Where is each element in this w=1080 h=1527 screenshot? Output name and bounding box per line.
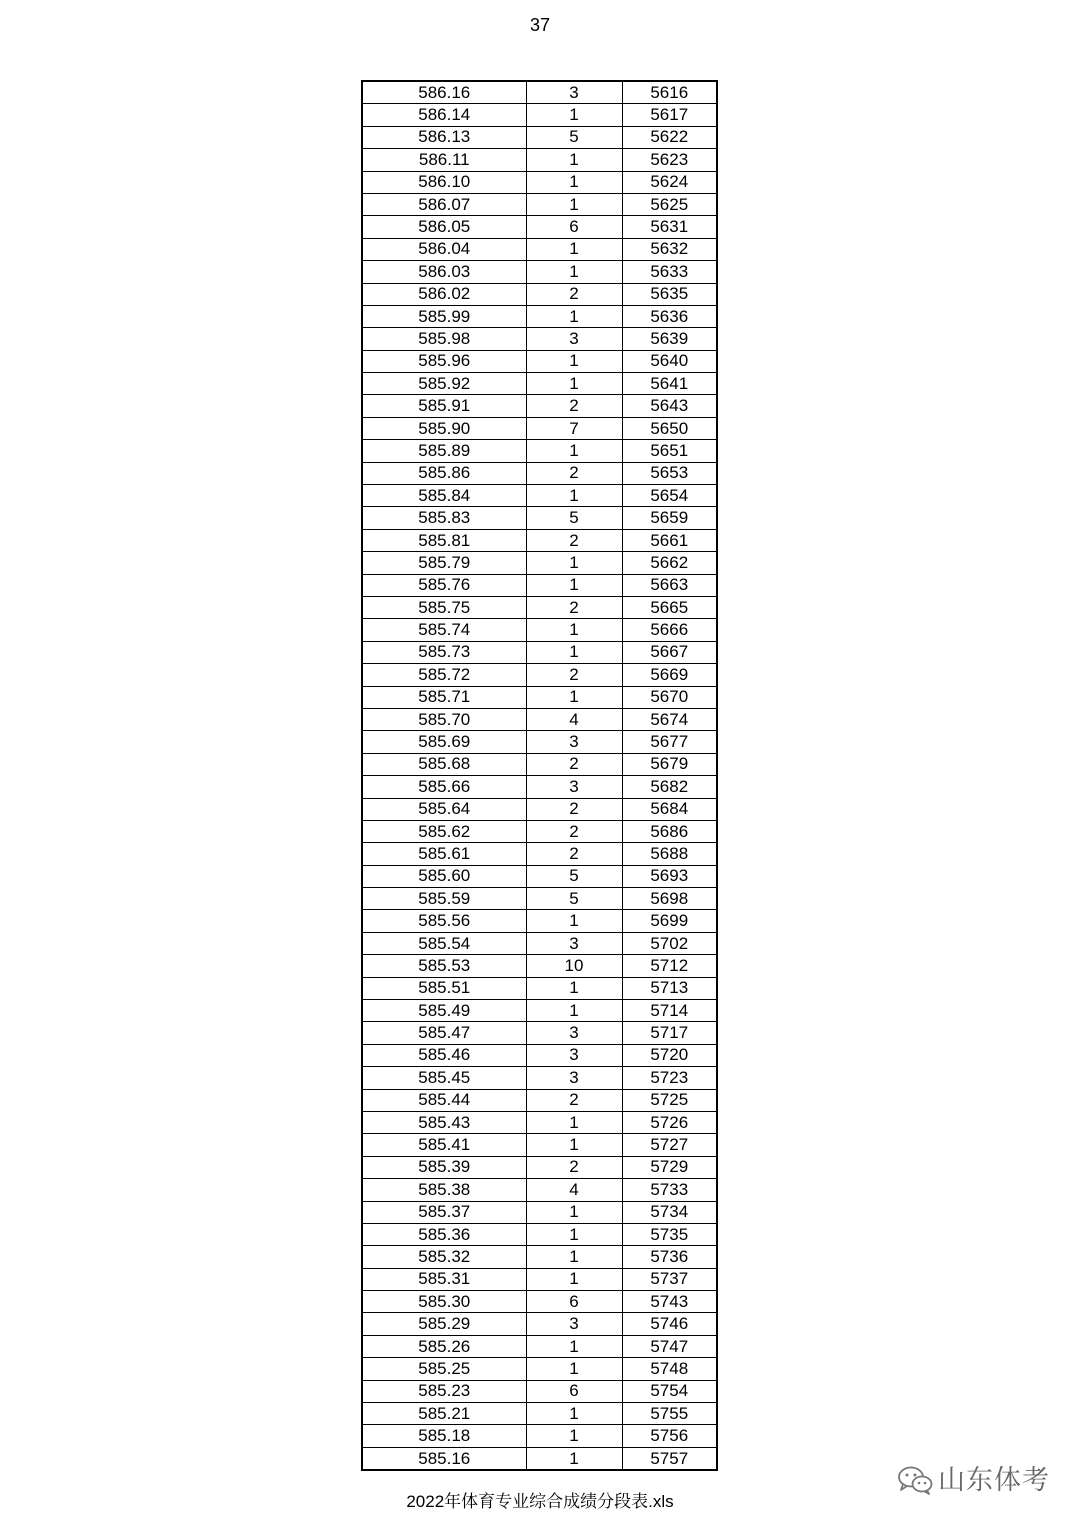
score-cell: 585.84	[362, 485, 526, 507]
count-cell: 10	[526, 955, 622, 977]
score-cell: 585.56	[362, 910, 526, 932]
score-cell: 585.54	[362, 932, 526, 954]
count-cell: 6	[526, 1291, 622, 1313]
count-cell: 3	[526, 1067, 622, 1089]
cumulative-cell: 5743	[622, 1291, 717, 1313]
score-cell: 585.47	[362, 1022, 526, 1044]
cumulative-cell: 5714	[622, 1000, 717, 1022]
table-row	[362, 686, 717, 708]
count-cell: 1	[526, 1447, 622, 1470]
table-row	[362, 462, 717, 484]
table-row	[362, 1335, 717, 1357]
cumulative-cell: 5670	[622, 686, 717, 708]
score-cell: 586.03	[362, 261, 526, 283]
score-cell: 585.51	[362, 977, 526, 999]
table-row	[362, 149, 717, 171]
score-cell: 585.64	[362, 798, 526, 820]
cumulative-cell: 5755	[622, 1403, 717, 1425]
count-cell: 2	[526, 820, 622, 842]
score-cell: 585.37	[362, 1201, 526, 1223]
cumulative-cell: 5684	[622, 798, 717, 820]
score-cell: 586.04	[362, 238, 526, 260]
table-row	[362, 1089, 717, 1111]
cumulative-cell: 5679	[622, 753, 717, 775]
cumulative-cell: 5666	[622, 619, 717, 641]
table-row	[362, 1223, 717, 1245]
score-cell: 585.26	[362, 1335, 526, 1357]
table-row	[362, 1313, 717, 1335]
count-cell: 2	[526, 462, 622, 484]
cumulative-cell: 5737	[622, 1268, 717, 1290]
score-cell: 585.92	[362, 373, 526, 395]
count-cell: 5	[526, 507, 622, 529]
score-cell: 585.45	[362, 1067, 526, 1089]
count-cell: 3	[526, 776, 622, 798]
cumulative-cell: 5699	[622, 910, 717, 932]
table-row	[362, 1358, 717, 1380]
cumulative-cell: 5635	[622, 283, 717, 305]
cumulative-cell: 5723	[622, 1067, 717, 1089]
table-row	[362, 955, 717, 977]
cumulative-cell: 5757	[622, 1447, 717, 1470]
count-cell: 3	[526, 1044, 622, 1066]
score-cell: 585.90	[362, 417, 526, 439]
cumulative-cell: 5748	[622, 1358, 717, 1380]
cumulative-cell: 5663	[622, 574, 717, 596]
cumulative-cell: 5734	[622, 1201, 717, 1223]
score-cell: 585.44	[362, 1089, 526, 1111]
table-row	[362, 574, 717, 596]
cumulative-cell: 5653	[622, 462, 717, 484]
count-cell: 6	[526, 216, 622, 238]
table-row	[362, 1111, 717, 1133]
count-cell: 1	[526, 305, 622, 327]
cumulative-cell: 5720	[622, 1044, 717, 1066]
cumulative-cell: 5651	[622, 440, 717, 462]
score-distribution-table	[361, 80, 718, 1471]
cumulative-cell: 5636	[622, 305, 717, 327]
cumulative-cell: 5688	[622, 843, 717, 865]
cumulative-cell: 5669	[622, 664, 717, 686]
count-cell: 1	[526, 261, 622, 283]
watermark-text: 山东体考	[938, 1465, 1050, 1495]
table-row	[362, 81, 717, 104]
count-cell: 1	[526, 1425, 622, 1447]
count-cell: 2	[526, 1089, 622, 1111]
document-footer: 2022年体育专业综合成绩分段表.xls	[406, 1492, 674, 1511]
table-row	[362, 910, 717, 932]
score-cell: 585.70	[362, 708, 526, 730]
count-cell: 1	[526, 910, 622, 932]
table-row	[362, 664, 717, 686]
table-row	[362, 552, 717, 574]
cumulative-cell: 5698	[622, 888, 717, 910]
score-cell: 585.62	[362, 820, 526, 842]
cumulative-cell: 5654	[622, 485, 717, 507]
score-cell: 585.43	[362, 1111, 526, 1133]
count-cell: 2	[526, 596, 622, 618]
cumulative-cell: 5661	[622, 529, 717, 551]
count-cell: 5	[526, 888, 622, 910]
score-cell: 585.36	[362, 1223, 526, 1245]
score-cell: 585.21	[362, 1403, 526, 1425]
count-cell: 2	[526, 395, 622, 417]
table-row	[362, 1179, 717, 1201]
cumulative-cell: 5717	[622, 1022, 717, 1044]
cumulative-cell: 5686	[622, 820, 717, 842]
score-cell: 585.73	[362, 641, 526, 663]
table-row	[362, 977, 717, 999]
table-row	[362, 731, 717, 753]
count-cell: 1	[526, 485, 622, 507]
table-row	[362, 798, 717, 820]
cumulative-cell: 5726	[622, 1111, 717, 1133]
count-cell: 3	[526, 81, 622, 104]
table-row	[362, 1380, 717, 1402]
count-cell: 2	[526, 753, 622, 775]
table-row	[362, 1022, 717, 1044]
score-cell: 585.49	[362, 1000, 526, 1022]
table-row	[362, 1000, 717, 1022]
cumulative-cell: 5754	[622, 1380, 717, 1402]
score-cell: 585.53	[362, 955, 526, 977]
count-cell: 1	[526, 977, 622, 999]
count-cell: 1	[526, 1246, 622, 1268]
cumulative-cell: 5632	[622, 238, 717, 260]
count-cell: 1	[526, 238, 622, 260]
table-row	[362, 1134, 717, 1156]
score-cell: 586.11	[362, 149, 526, 171]
count-cell: 1	[526, 149, 622, 171]
score-cell: 585.83	[362, 507, 526, 529]
score-cell: 585.89	[362, 440, 526, 462]
score-cell: 585.29	[362, 1313, 526, 1335]
table-row	[362, 193, 717, 215]
table-body	[362, 81, 717, 1470]
score-cell: 586.07	[362, 193, 526, 215]
table-row	[362, 888, 717, 910]
cumulative-cell: 5665	[622, 596, 717, 618]
table-row	[362, 261, 717, 283]
score-cell: 585.76	[362, 574, 526, 596]
count-cell: 1	[526, 1111, 622, 1133]
count-cell: 1	[526, 1268, 622, 1290]
cumulative-cell: 5674	[622, 708, 717, 730]
score-cell: 585.18	[362, 1425, 526, 1447]
table-row	[362, 776, 717, 798]
table-row	[362, 1044, 717, 1066]
cumulative-cell: 5623	[622, 149, 717, 171]
table-row	[362, 126, 717, 148]
score-cell: 585.79	[362, 552, 526, 574]
score-cell: 585.69	[362, 731, 526, 753]
cumulative-cell: 5662	[622, 552, 717, 574]
table-row	[362, 865, 717, 887]
table-row	[362, 1425, 717, 1447]
cumulative-cell: 5702	[622, 932, 717, 954]
count-cell: 2	[526, 843, 622, 865]
score-cell: 585.32	[362, 1246, 526, 1268]
score-cell: 585.16	[362, 1447, 526, 1470]
count-cell: 1	[526, 552, 622, 574]
count-cell: 4	[526, 708, 622, 730]
table-row	[362, 171, 717, 193]
score-cell: 585.96	[362, 350, 526, 372]
count-cell: 2	[526, 664, 622, 686]
count-cell: 3	[526, 932, 622, 954]
cumulative-cell: 5633	[622, 261, 717, 283]
table-row	[362, 350, 717, 372]
cumulative-cell: 5713	[622, 977, 717, 999]
count-cell: 1	[526, 574, 622, 596]
count-cell: 1	[526, 171, 622, 193]
table-row	[362, 1156, 717, 1178]
count-cell: 1	[526, 686, 622, 708]
count-cell: 1	[526, 619, 622, 641]
table-row	[362, 104, 717, 126]
watermark	[896, 1462, 1050, 1498]
score-cell: 585.41	[362, 1134, 526, 1156]
score-cell: 586.02	[362, 283, 526, 305]
table-row	[362, 283, 717, 305]
table-row	[362, 843, 717, 865]
table-row	[362, 932, 717, 954]
cumulative-cell: 5727	[622, 1134, 717, 1156]
cumulative-cell: 5631	[622, 216, 717, 238]
table-row	[362, 440, 717, 462]
count-cell: 2	[526, 798, 622, 820]
cumulative-cell: 5667	[622, 641, 717, 663]
cumulative-cell: 5712	[622, 955, 717, 977]
count-cell: 1	[526, 440, 622, 462]
table-row	[362, 238, 717, 260]
score-cell: 585.46	[362, 1044, 526, 1066]
score-cell: 585.98	[362, 328, 526, 350]
count-cell: 1	[526, 1134, 622, 1156]
score-cell: 585.23	[362, 1380, 526, 1402]
cumulative-cell: 5650	[622, 417, 717, 439]
cumulative-cell: 5639	[622, 328, 717, 350]
table-row	[362, 1268, 717, 1290]
table-row	[362, 216, 717, 238]
score-cell: 585.38	[362, 1179, 526, 1201]
score-cell: 585.68	[362, 753, 526, 775]
score-cell: 586.10	[362, 171, 526, 193]
cumulative-cell: 5747	[622, 1335, 717, 1357]
score-cell: 585.59	[362, 888, 526, 910]
cumulative-cell: 5735	[622, 1223, 717, 1245]
score-cell: 585.61	[362, 843, 526, 865]
score-cell: 585.30	[362, 1291, 526, 1313]
table-row	[362, 1201, 717, 1223]
count-cell: 1	[526, 1000, 622, 1022]
score-cell: 585.71	[362, 686, 526, 708]
cumulative-cell: 5746	[622, 1313, 717, 1335]
table-row	[362, 305, 717, 327]
table-row	[362, 373, 717, 395]
score-cell: 585.60	[362, 865, 526, 887]
score-cell: 585.25	[362, 1358, 526, 1380]
cumulative-cell: 5677	[622, 731, 717, 753]
table-row	[362, 485, 717, 507]
count-cell: 1	[526, 1201, 622, 1223]
table-row	[362, 820, 717, 842]
count-cell: 4	[526, 1179, 622, 1201]
table-row	[362, 1067, 717, 1089]
cumulative-cell: 5616	[622, 81, 717, 104]
count-cell: 2	[526, 1156, 622, 1178]
table-row	[362, 641, 717, 663]
count-cell: 1	[526, 193, 622, 215]
count-cell: 3	[526, 731, 622, 753]
count-cell: 1	[526, 350, 622, 372]
count-cell: 1	[526, 104, 622, 126]
score-cell: 585.75	[362, 596, 526, 618]
cumulative-cell: 5622	[622, 126, 717, 148]
count-cell: 7	[526, 417, 622, 439]
table-row	[362, 596, 717, 618]
score-cell: 586.16	[362, 81, 526, 104]
table-row	[362, 1403, 717, 1425]
count-cell: 6	[526, 1380, 622, 1402]
count-cell: 1	[526, 1335, 622, 1357]
count-cell: 5	[526, 126, 622, 148]
table-row	[362, 753, 717, 775]
cumulative-cell: 5733	[622, 1179, 717, 1201]
count-cell: 1	[526, 1358, 622, 1380]
table-row	[362, 1246, 717, 1268]
cumulative-cell: 5643	[622, 395, 717, 417]
score-cell: 585.74	[362, 619, 526, 641]
score-cell: 585.81	[362, 529, 526, 551]
count-cell: 1	[526, 1403, 622, 1425]
cumulative-cell: 5729	[622, 1156, 717, 1178]
table-row	[362, 619, 717, 641]
wechat-icon	[896, 1465, 934, 1495]
score-cell: 585.72	[362, 664, 526, 686]
count-cell: 1	[526, 1223, 622, 1245]
table-row	[362, 708, 717, 730]
cumulative-cell: 5641	[622, 373, 717, 395]
score-cell: 585.99	[362, 305, 526, 327]
cumulative-cell: 5624	[622, 171, 717, 193]
score-cell: 585.31	[362, 1268, 526, 1290]
table-row	[362, 1291, 717, 1313]
count-cell: 1	[526, 373, 622, 395]
count-cell: 3	[526, 1022, 622, 1044]
score-cell: 586.05	[362, 216, 526, 238]
page-number: 37	[529, 15, 551, 35]
cumulative-cell: 5659	[622, 507, 717, 529]
table-row	[362, 395, 717, 417]
count-cell: 3	[526, 328, 622, 350]
score-cell: 585.91	[362, 395, 526, 417]
count-cell: 2	[526, 283, 622, 305]
count-cell: 3	[526, 1313, 622, 1335]
score-cell: 585.39	[362, 1156, 526, 1178]
table-row	[362, 417, 717, 439]
count-cell: 1	[526, 641, 622, 663]
table-row	[362, 1447, 717, 1470]
cumulative-cell: 5617	[622, 104, 717, 126]
score-cell: 585.86	[362, 462, 526, 484]
score-cell: 586.13	[362, 126, 526, 148]
cumulative-cell: 5625	[622, 193, 717, 215]
table-row	[362, 507, 717, 529]
cumulative-cell: 5756	[622, 1425, 717, 1447]
table-row	[362, 529, 717, 551]
cumulative-cell: 5725	[622, 1089, 717, 1111]
cumulative-cell: 5736	[622, 1246, 717, 1268]
cumulative-cell: 5682	[622, 776, 717, 798]
score-cell: 586.14	[362, 104, 526, 126]
score-cell: 585.66	[362, 776, 526, 798]
table-row	[362, 328, 717, 350]
count-cell: 5	[526, 865, 622, 887]
count-cell: 2	[526, 529, 622, 551]
cumulative-cell: 5640	[622, 350, 717, 372]
cumulative-cell: 5693	[622, 865, 717, 887]
